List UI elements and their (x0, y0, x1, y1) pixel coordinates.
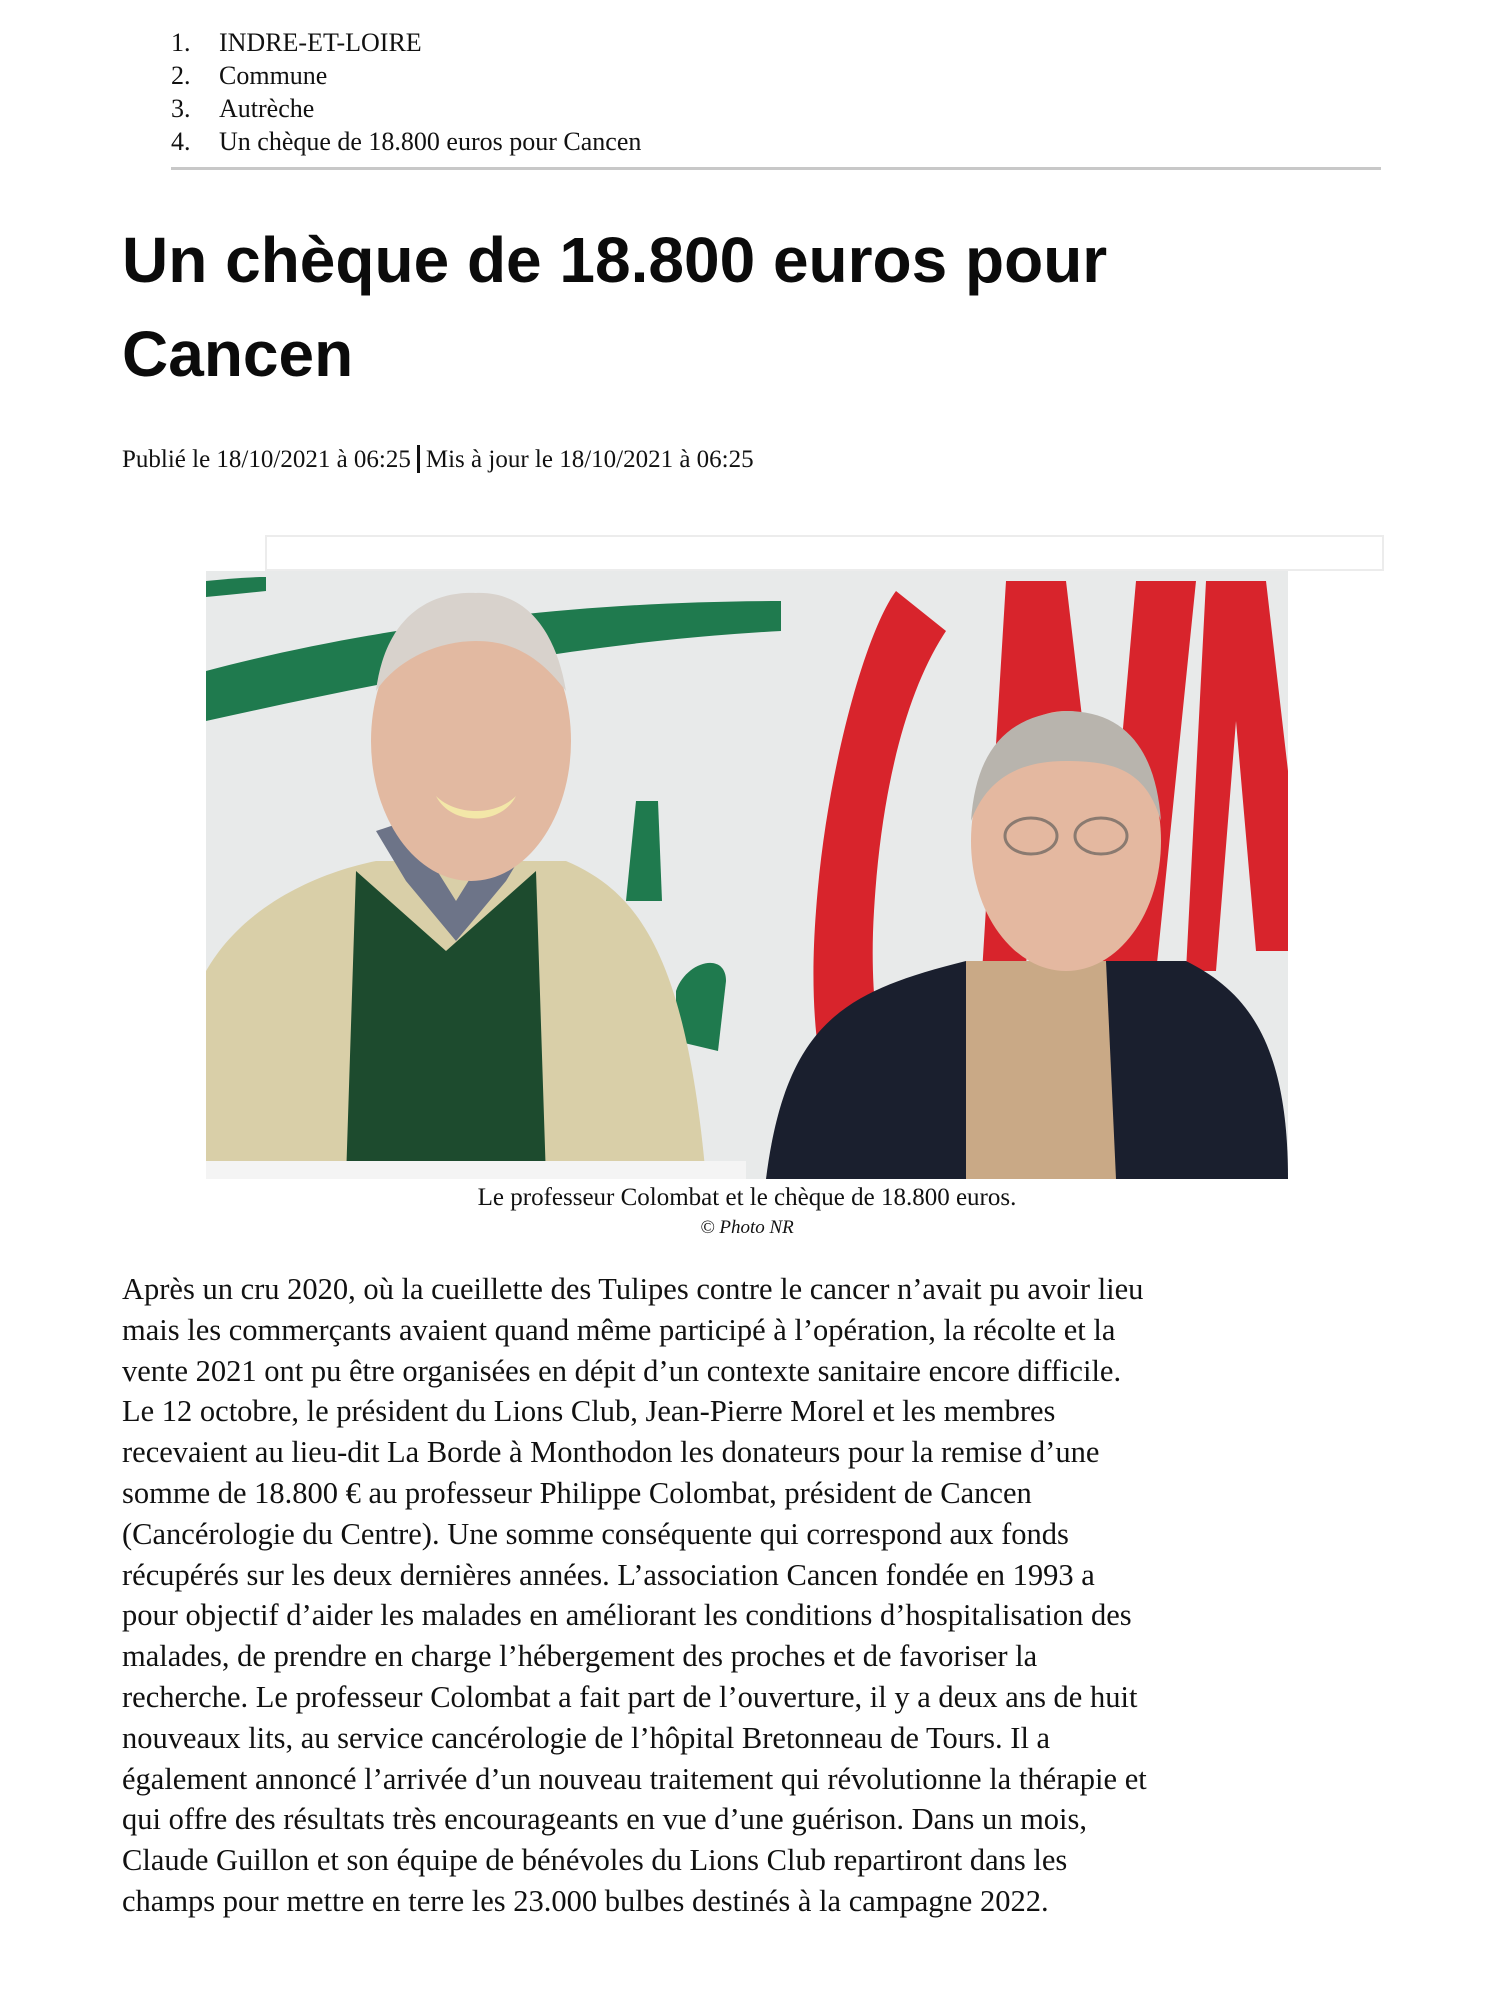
body-line: nouveaux lits, au service cancérologie de l’hôpital Bretonneau de Tours. Il a (122, 1720, 1051, 1755)
body-line: Le 12 octobre, le président du Lions Club, Jean-Pierre Morel et les membres (122, 1394, 1056, 1429)
breadcrumb-label: Un chèque de 18.800 euros pour Cancen (219, 127, 642, 156)
breadcrumb-number: 2. (171, 61, 191, 90)
breadcrumb-label[interactable]: INDRE-ET-LOIRE (219, 28, 422, 57)
published-date: Publié le 18/10/2021 à 06:25 (122, 446, 411, 473)
updated-date: Mis à jour le 18/10/2021 à 06:25 (425, 446, 754, 473)
body-line: champs pour mettre en terre les 23.000 bulbes destinés à la campagne 2022. (122, 1883, 1049, 1918)
photo-illustration (206, 571, 1288, 1179)
body-line: vente 2021 ont pu être organisées en dépit d’un contexte sanitaire encore difficile. (122, 1353, 1122, 1388)
body-line: mais les commerçants avaient quand même participé à l’opération, la récolte et la (122, 1312, 1116, 1347)
article-title-line-1: Un chèque de 18.800 euros pour (122, 224, 1108, 296)
photo-credit: © Photo NR (700, 1217, 794, 1238)
body-line: somme de 18.800 € au professeur Philippe Colombat, président de Cancen (122, 1475, 1032, 1510)
article-photo (206, 571, 1288, 1179)
ad-placeholder (265, 535, 1384, 571)
article-dates (122, 444, 754, 476)
breadcrumb-label[interactable]: Autrèche (219, 94, 315, 123)
body-line: récupérés sur les deux dernières années. L’association Cancen fondée en 1993 a (122, 1557, 1095, 1592)
body-line: pour objectif d’aider les malades en améliorant les conditions d’hospitalisation des (122, 1598, 1132, 1633)
right-man-checked-shirt (966, 961, 1116, 1179)
breadcrumb-label[interactable]: Commune (219, 61, 328, 90)
article-body (122, 1269, 1372, 1922)
body-line: également annoncé l’arrivée d’un nouveau traitement qui révolutionne la thérapie et (122, 1761, 1147, 1796)
body-line: Après un cru 2020, où la cueillette des Tulipes contre le cancer n’avait pu avoir lieu (122, 1272, 1144, 1306)
breadcrumb-item-town[interactable] (171, 92, 1381, 125)
article-title-line-2: Cancen (122, 318, 354, 390)
photo-caption: Le professeur Colombat et le chèque de 18.800 euros. (477, 1184, 1017, 1211)
breadcrumb-item-department[interactable] (171, 26, 1381, 59)
breadcrumb-number: 3. (171, 94, 191, 123)
cheque-edge (206, 1161, 746, 1179)
body-line: Claude Guillon et son équipe de bénévoles du Lions Club repartiront dans les (122, 1843, 1068, 1878)
article-title (122, 213, 1372, 401)
breadcrumb-item-article (171, 125, 1381, 158)
body-line: malades, de prendre en charge l’hébergement des proches et de favoriser la (122, 1639, 1038, 1674)
body-line: recevaient au lieu-dit La Borde à Monthodon les donateurs pour la remise d’une (122, 1435, 1100, 1470)
body-line: recherche. Le professeur Colombat a fait part de l’ouverture, il y a deux ans de huit (122, 1679, 1138, 1714)
breadcrumb-item-commune[interactable] (171, 59, 1381, 92)
breadcrumb-divider (171, 167, 1381, 170)
breadcrumb (171, 26, 1381, 158)
date-separator (417, 445, 420, 473)
breadcrumb-number: 4. (171, 127, 191, 156)
body-line: (Cancérologie du Centre). Une somme conséquente qui correspond aux fonds (122, 1516, 1069, 1551)
breadcrumb-number: 1. (171, 28, 191, 57)
body-line: qui offre des résultats très encourageants en vue d’une guérison. Dans un mois, (122, 1802, 1088, 1837)
